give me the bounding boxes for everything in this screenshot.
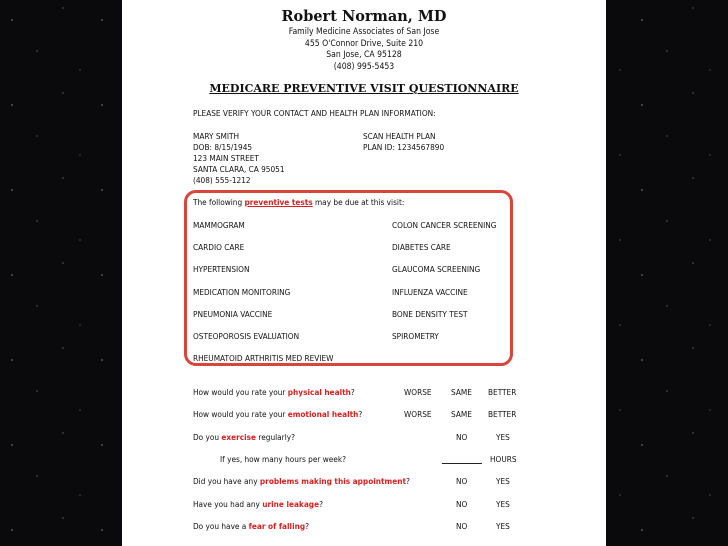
test-item: GLAUCOMA SCREENING bbox=[392, 264, 481, 274]
question-highlight: problems making this appointment bbox=[259, 476, 406, 486]
practice-street: 455 O'Connor Drive, Suite 210 bbox=[304, 38, 424, 49]
question-urine-leakage bbox=[193, 499, 323, 509]
option-yes[interactable]: YES bbox=[496, 499, 510, 509]
option-no[interactable]: NO bbox=[456, 476, 468, 486]
doctor-name: Robert Norman, MD bbox=[281, 8, 447, 25]
option-no[interactable]: NO bbox=[456, 521, 468, 531]
option-worse[interactable]: WORSE bbox=[404, 409, 432, 419]
test-item: INFLUENZA VACCINE bbox=[392, 287, 468, 297]
option-same[interactable]: SAME bbox=[451, 409, 472, 419]
question-exercise bbox=[193, 432, 295, 442]
option-no[interactable]: NO bbox=[456, 432, 468, 442]
question-suffix: ? bbox=[358, 409, 363, 419]
question-text: How would you rate your bbox=[193, 409, 288, 419]
question-text: Do you have a bbox=[193, 521, 249, 531]
option-better[interactable]: BETTER bbox=[488, 409, 517, 419]
question-appointment-problems bbox=[193, 476, 410, 486]
patient-phone: (408) 555-1212 bbox=[193, 175, 251, 185]
test-item: HYPERTENSION bbox=[193, 264, 250, 274]
plan-name: SCAN HEALTH PLAN bbox=[363, 131, 436, 141]
question-suffix: ? bbox=[319, 499, 323, 509]
option-better[interactable]: BETTER bbox=[488, 387, 517, 397]
test-item: RHEUMATOID ARTHRITIS MED REVIEW bbox=[193, 353, 334, 363]
question-highlight: physical health bbox=[287, 387, 351, 397]
question-highlight: exercise bbox=[221, 432, 257, 442]
test-item: PNEUMONIA VACCINE bbox=[193, 309, 273, 319]
patient-name: MARY SMITH bbox=[193, 131, 240, 141]
question-suffix: ? bbox=[405, 476, 410, 486]
question-text: How would you rate your bbox=[193, 387, 288, 397]
test-item: COLON CANCER SCREENING bbox=[392, 220, 497, 230]
plan-id: PLAN ID: 1234567890 bbox=[363, 142, 445, 152]
question-fear-of-falling bbox=[193, 521, 309, 531]
question-text: Have you had any bbox=[193, 499, 263, 509]
test-item: MAMMOGRAM bbox=[193, 220, 245, 230]
question-highlight: fear of falling bbox=[248, 521, 306, 531]
patient-street: 123 MAIN STREET bbox=[193, 153, 259, 163]
option-yes[interactable]: YES bbox=[496, 432, 510, 442]
test-item: CARDIO CARE bbox=[193, 242, 245, 252]
test-item: DIABETES CARE bbox=[392, 242, 451, 252]
question-exercise-hours: If yes, how many hours per week? bbox=[220, 454, 346, 464]
question-emotional-health bbox=[193, 409, 362, 419]
option-no[interactable]: NO bbox=[456, 499, 468, 509]
question-text: Do you bbox=[193, 432, 222, 442]
question-suffix: ? bbox=[305, 521, 310, 531]
form-title: MEDICARE PREVENTIVE VISIT QUESTIONNAIRE bbox=[209, 82, 519, 95]
hours-unit: HOURS bbox=[490, 454, 517, 464]
practice-phone: (408) 995-5453 bbox=[333, 61, 395, 72]
practice-city: San Jose, CA 95128 bbox=[326, 50, 402, 60]
test-item: MEDICATION MONITORING bbox=[193, 287, 291, 297]
practice-name: Family Medicine Associates of San Jose bbox=[288, 27, 440, 37]
test-item: OSTEOPOROSIS EVALUATION bbox=[193, 331, 300, 341]
tests-intro-highlight: preventive tests bbox=[244, 197, 313, 207]
questionnaire-page bbox=[122, 0, 606, 546]
question-suffix: regularly? bbox=[256, 432, 296, 442]
verify-prompt: PLEASE VERIFY YOUR CONTACT AND HEALTH PLAN INFORMATION: bbox=[193, 108, 436, 118]
option-yes[interactable]: YES bbox=[496, 521, 510, 531]
option-yes[interactable]: YES bbox=[496, 476, 510, 486]
hours-blank-line[interactable] bbox=[442, 463, 482, 464]
question-suffix: ? bbox=[350, 387, 355, 397]
tests-intro bbox=[193, 197, 404, 207]
test-item: BONE DENSITY TEST bbox=[392, 309, 468, 319]
question-text: Did you have any bbox=[193, 476, 260, 486]
test-item: SPIROMETRY bbox=[392, 331, 439, 341]
patient-city: SANTA CLARA, CA 95051 bbox=[193, 164, 285, 174]
question-physical-health bbox=[193, 387, 355, 397]
tests-intro-suffix: may be due at this visit: bbox=[312, 197, 405, 207]
tests-intro-prefix: The following bbox=[193, 197, 245, 207]
question-highlight: urine leakage bbox=[262, 499, 320, 509]
question-highlight: emotional health bbox=[287, 409, 359, 419]
patient-dob: DOB: 8/15/1945 bbox=[193, 142, 253, 152]
option-same[interactable]: SAME bbox=[451, 387, 472, 397]
option-worse[interactable]: WORSE bbox=[404, 387, 432, 397]
